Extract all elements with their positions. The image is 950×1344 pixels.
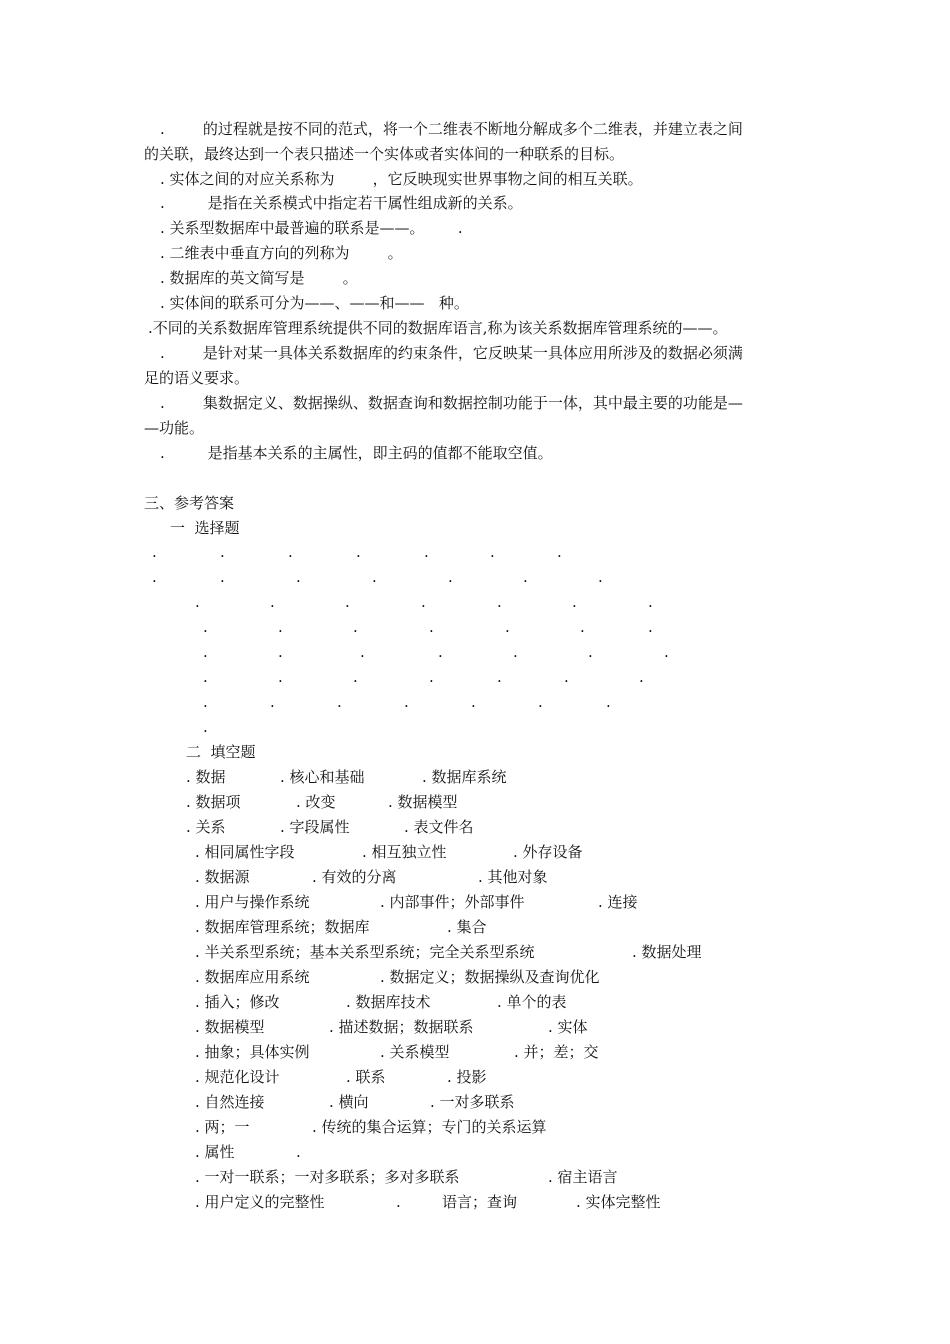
- choice-answer-dot: .: [203, 693, 208, 711]
- fill-answer: . 自然连接: [195, 1093, 265, 1111]
- fill-answer: . 横向: [329, 1093, 369, 1111]
- fill-answer: . 半关系型系统；基本关系型系统；完全关系型系统: [195, 943, 535, 961]
- fill-question-line: . 的过程就是按不同的范式，将一个二维表不断地分解成多个二维表，并建立表之间: [160, 120, 743, 138]
- fill-answer: . 字段属性: [280, 818, 350, 836]
- fill-answer: . 关系模型: [380, 1043, 450, 1061]
- choice-answer-dot: .: [278, 668, 283, 686]
- choice-answer-dot: .: [278, 618, 283, 636]
- choice-answer-dot: .: [513, 643, 518, 661]
- choice-answer-dot: .: [424, 543, 429, 561]
- fill-answer: . 连接: [598, 893, 638, 911]
- fill-answer: . 单个的表: [497, 993, 567, 1011]
- fill-question-line: .不同的关系数据库管理系统提供不同的数据库语言,称为该关系数据库管理系统的——。: [148, 319, 728, 337]
- choice-answer-dot: .: [438, 643, 443, 661]
- choice-answer-dot: .: [497, 668, 502, 686]
- fill-answer: . 抽象；具体实例: [195, 1043, 310, 1061]
- choice-answer-dot: .: [606, 693, 611, 711]
- fill-answer: . 数据库应用系统: [195, 968, 310, 986]
- choice-answer-dot: .: [345, 593, 350, 611]
- choice-answer-dot: .: [270, 693, 275, 711]
- choice-answer-dot: .: [372, 568, 377, 586]
- choice-answer-dot: .: [337, 693, 342, 711]
- choice-answer-dot: .: [538, 693, 543, 711]
- fill-answer: . 两；一: [195, 1118, 250, 1136]
- fill-question-line: . 是指基本关系的主属性，即主码的值都不能取空值。: [160, 444, 553, 462]
- fill-answer: . 联系: [346, 1068, 386, 1086]
- fill-answer: . 数据处理: [632, 943, 702, 961]
- choice-answer-dot: .: [557, 543, 562, 561]
- fill-question-line: 足的语义要求。: [144, 369, 250, 387]
- fill-question-line: 的关联，最终达到一个表只描述一个实体或者实体间的一种联系的目标。: [144, 145, 625, 163]
- choice-answer-dot: .: [664, 643, 669, 661]
- choice-answer-dot: .: [448, 568, 453, 586]
- choice-answer-dot: .: [523, 568, 528, 586]
- fill-answer: . 实体: [548, 1018, 588, 1036]
- fill-answer: . 规范化设计: [195, 1068, 280, 1086]
- choice-answer-dot: .: [490, 543, 495, 561]
- fill-answer: . 数据定义；数据操纵及查询优化: [380, 968, 600, 986]
- choice-answer-dot: .: [278, 643, 283, 661]
- fill-answer: . 相互独立性: [362, 843, 447, 861]
- choice-answer-dot: .: [203, 718, 208, 736]
- fill-answer: . 表文件名: [404, 818, 474, 836]
- choice-answer-dot: .: [429, 618, 434, 636]
- fill-answer: . 宿主语言: [548, 1168, 618, 1186]
- choice-answer-dot: .: [203, 618, 208, 636]
- fill-question-line: . 集数据定义、数据操纵、数据查询和数据控制功能于一体，其中最主要的功能是—: [160, 394, 743, 412]
- fill-answer: .: [296, 1143, 301, 1161]
- fill-answer: . 数据模型: [195, 1018, 265, 1036]
- choice-answer-dot: .: [648, 618, 653, 636]
- fill-heading: 二 填空题: [186, 743, 256, 761]
- choice-answer-dot: .: [288, 543, 293, 561]
- choice-answer-dot: .: [360, 643, 365, 661]
- fill-answer: . 数据库管理系统；数据库: [195, 918, 370, 936]
- fill-answer: . 相同属性字段: [195, 843, 295, 861]
- fill-answer: . 数据模型: [388, 793, 458, 811]
- choice-answer-dot: .: [220, 543, 225, 561]
- fill-answer: . 改变: [296, 793, 336, 811]
- fill-answer: . 数据库系统: [422, 768, 507, 786]
- choice-answer-dot: .: [220, 568, 225, 586]
- choice-answer-dot: .: [195, 593, 200, 611]
- fill-answer: . 传统的集合运算；专门的关系运算: [312, 1118, 547, 1136]
- choice-answer-dot: .: [353, 668, 358, 686]
- fill-answer: . 数据项: [186, 793, 241, 811]
- fill-answer: .: [396, 1193, 401, 1211]
- fill-answer: . 插入；修改: [195, 993, 280, 1011]
- choice-answer-dot: .: [648, 593, 653, 611]
- choice-answer-dot: .: [572, 593, 577, 611]
- choice-answer-dot: .: [505, 618, 510, 636]
- choice-answer-dot: .: [639, 668, 644, 686]
- choice-heading: 一 选择题: [170, 519, 240, 537]
- choice-answer-dot: .: [421, 593, 426, 611]
- fill-answer: . 有效的分离: [312, 868, 397, 886]
- fill-answer: . 数据库技术: [346, 993, 431, 1011]
- choice-answer-dot: .: [203, 668, 208, 686]
- choice-answer-dot: .: [429, 668, 434, 686]
- fill-question-line: . 实体之间的对应关系称为 ，它反映现实世界事物之间的相互关联。: [160, 170, 643, 188]
- choice-answer-dot: .: [353, 618, 358, 636]
- fill-answer: . 外存设备: [513, 843, 583, 861]
- choice-answer-dot: .: [203, 643, 208, 661]
- fill-answer: . 关系: [186, 818, 226, 836]
- answers-heading: 三、参考答案: [144, 494, 235, 512]
- choice-answer-dot: .: [564, 668, 569, 686]
- fill-answer: . 一对多联系: [430, 1093, 515, 1111]
- fill-question-line: —功能。: [144, 419, 205, 437]
- fill-answer: . 用户定义的完整性: [195, 1193, 325, 1211]
- choice-answer-dot: .: [580, 618, 585, 636]
- fill-question-line: . 是指在关系模式中指定若干属性组成新的关系。: [160, 194, 523, 212]
- fill-question-line: . 二维表中垂直方向的列称为 。: [160, 244, 403, 262]
- fill-answer: 语言；查询: [442, 1193, 518, 1211]
- fill-question-line: . 数据库的英文简写是 。: [160, 269, 358, 287]
- fill-question-line: . 实体间的联系可分为——、——和—— 种。: [160, 294, 469, 312]
- fill-answer: . 投影: [447, 1068, 487, 1086]
- fill-question-line: . 关系型数据库中最普遍的联系是——。 .: [160, 219, 463, 237]
- choice-answer-dot: .: [497, 593, 502, 611]
- choice-answer-dot: .: [356, 543, 361, 561]
- fill-answer: . 描述数据；数据联系: [329, 1018, 474, 1036]
- fill-answer: . 并；差；交: [514, 1043, 599, 1061]
- choice-answer-dot: .: [152, 543, 157, 561]
- fill-answer: . 属性: [195, 1143, 235, 1161]
- fill-answer: . 用户与操作系统: [195, 893, 310, 911]
- fill-answer: . 集合: [447, 918, 487, 936]
- fill-answer: . 核心和基础: [280, 768, 365, 786]
- choice-answer-dot: .: [296, 568, 301, 586]
- choice-answer-dot: .: [270, 593, 275, 611]
- choice-answer-dot: .: [404, 693, 409, 711]
- fill-answer: . 其他对象: [478, 868, 548, 886]
- fill-answer: . 数据源: [195, 868, 250, 886]
- fill-question-line: . 是针对某一具体关系数据库的约束条件，它反映某一具体应用所涉及的数据必须满: [160, 344, 743, 362]
- fill-answer: . 内部事件；外部事件: [380, 893, 525, 911]
- choice-answer-dot: .: [152, 568, 157, 586]
- choice-answer-dot: .: [471, 693, 476, 711]
- fill-answer: . 一对一联系；一对多联系；多对多联系: [195, 1168, 460, 1186]
- choice-answer-dot: .: [598, 568, 603, 586]
- fill-answer: . 数据: [186, 768, 226, 786]
- fill-answer: . 实体完整性: [576, 1193, 661, 1211]
- choice-answer-dot: .: [588, 643, 593, 661]
